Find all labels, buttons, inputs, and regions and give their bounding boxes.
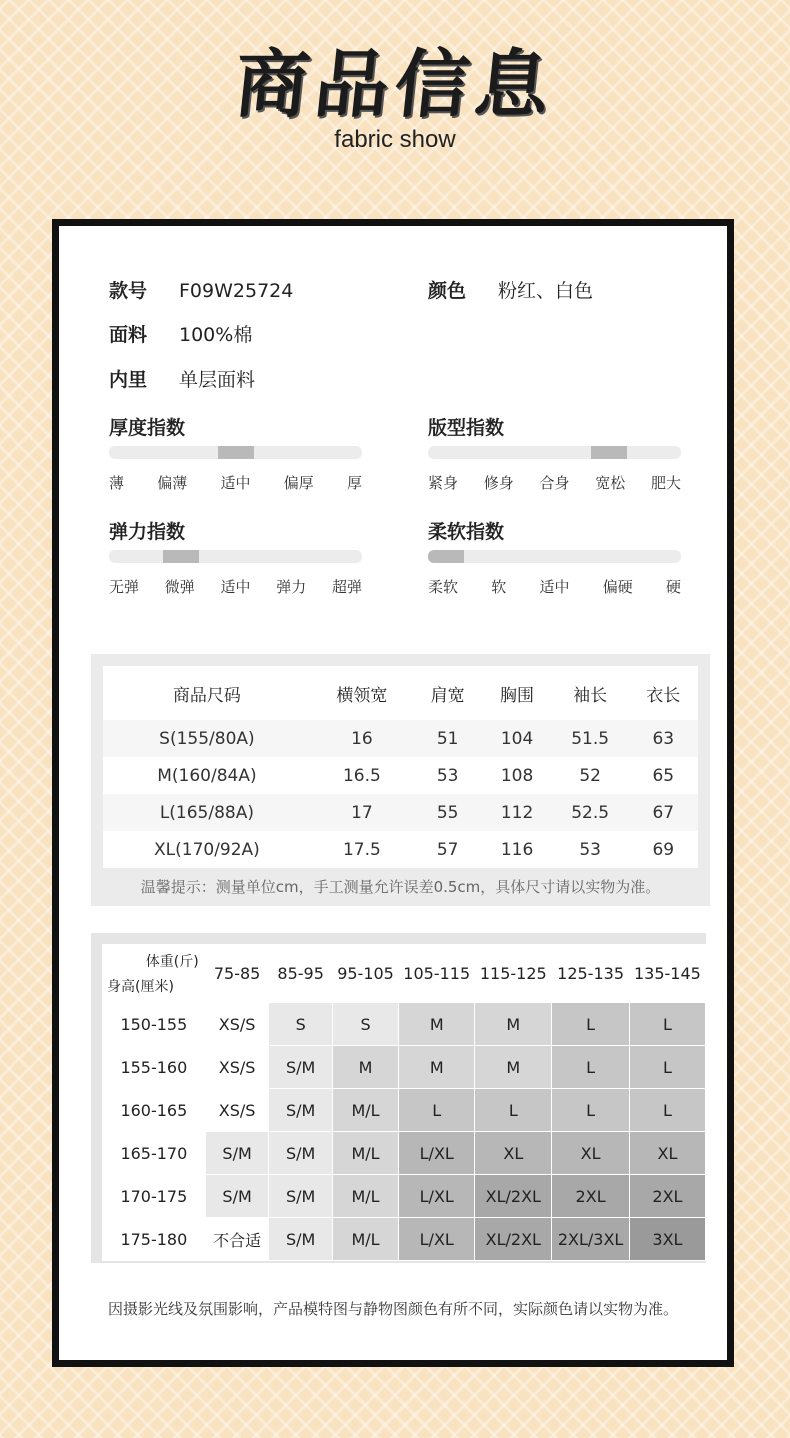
elasticity-label: 适中: [220, 578, 251, 596]
weight-header: 125-135: [552, 945, 630, 1003]
table-cell: 108: [500, 765, 534, 786]
height-cell: 170-175: [103, 1175, 206, 1218]
size-cell: 不合适: [205, 1218, 269, 1261]
size-cell: L: [552, 1089, 630, 1132]
table-row: [103, 1175, 706, 1218]
weight-header: 85-95: [269, 945, 332, 1003]
table-cell: L(165/88A): [103, 794, 311, 831]
fit-table-header: [103, 945, 706, 1003]
thickness-track: [109, 446, 362, 459]
table-cell: 112: [482, 794, 551, 831]
size-cell: M: [332, 1046, 398, 1089]
size-cell: XS/S: [205, 1003, 269, 1046]
table-cell: 51: [413, 720, 482, 757]
table-cell: 63: [629, 720, 698, 757]
header: [0, 40, 790, 154]
fabric-label: 面料: [109, 324, 148, 346]
softness-label: 硬: [665, 578, 681, 596]
size-cell: L: [552, 1003, 630, 1046]
color-value: 粉红、白色: [498, 280, 594, 302]
fabric-value: 100%棉: [179, 324, 253, 346]
table-row: [103, 794, 698, 831]
table-cell: 53: [579, 839, 601, 860]
style-no-value: F09W25724: [179, 280, 294, 302]
size-cell: 2XL/3XL: [552, 1218, 630, 1261]
size-cell: S/M: [205, 1175, 269, 1218]
fit-label: 宽松: [595, 474, 626, 492]
fit-labels: [428, 472, 681, 493]
thickness-label: 适中: [220, 474, 251, 492]
table-cell: 67: [629, 794, 698, 831]
size-cell: S: [332, 1003, 398, 1046]
table-row: [103, 1132, 706, 1175]
table-cell: M(160/84A): [157, 765, 257, 786]
size-header-cell: 衣长: [646, 685, 681, 706]
info-card: [52, 219, 734, 1367]
lining-label: 内里: [109, 369, 148, 391]
fit-recommendation-chart: [91, 933, 706, 1263]
softness-label: 偏硬: [602, 578, 633, 596]
weight-header: 75-85: [205, 945, 269, 1003]
size-cell: XS/S: [205, 1089, 269, 1132]
size-header-cell: 胸围: [500, 685, 535, 706]
softness-labels: [428, 576, 681, 597]
size-header-cell: 肩宽: [430, 685, 465, 706]
size-cell: 3XL: [629, 1218, 705, 1261]
fit-title: 版型指数: [428, 417, 505, 439]
size-header-cell: 横领宽: [336, 685, 388, 706]
table-cell: 51.5: [552, 720, 629, 757]
elasticity-track: [109, 550, 362, 563]
height-cell: 150-155: [103, 1003, 206, 1046]
size-cell: L/XL: [399, 1218, 475, 1261]
height-cell: 160-165: [103, 1089, 206, 1132]
table-row: [103, 831, 698, 868]
size-table-header: [103, 666, 698, 720]
elasticity-fill: [163, 550, 199, 563]
page-title: 商品信息: [230, 42, 560, 128]
table-cell: 65: [652, 765, 675, 786]
weight-axis-label: 体重(斤): [145, 954, 199, 970]
size-cell: L: [629, 1003, 705, 1046]
size-cell: L: [475, 1089, 552, 1132]
thickness-title: 厚度指数: [109, 417, 186, 439]
table-cell: XL(170/92A): [154, 839, 260, 860]
size-header-cell: 商品尺码: [172, 685, 241, 706]
height-cell: 155-160: [103, 1046, 206, 1089]
size-cell: 2XL: [629, 1175, 705, 1218]
height-axis-label: 身高(厘米): [107, 979, 174, 995]
elasticity-label: 微弹: [164, 578, 195, 596]
softness-track: [428, 550, 681, 563]
size-chart: [91, 654, 710, 906]
size-header-cell: 袖长: [573, 685, 608, 706]
weight-header: 95-105: [332, 945, 398, 1003]
fabric-row: [109, 320, 252, 347]
size-cell: L: [552, 1046, 630, 1089]
size-cell: S/M: [269, 1089, 332, 1132]
size-cell: S/M: [269, 1132, 332, 1175]
table-cell: 69: [652, 839, 675, 860]
elasticity-label: 超弹: [331, 578, 362, 596]
table-cell: 52: [579, 765, 601, 786]
size-cell: M: [399, 1046, 475, 1089]
table-cell: 16.5: [342, 765, 381, 786]
size-cell: XL: [552, 1132, 630, 1175]
size-cell: L: [399, 1089, 475, 1132]
table-row: [103, 757, 698, 794]
softness-label: 柔软: [428, 578, 459, 596]
fit-label: 肥大: [650, 474, 681, 492]
softness-fill: [428, 550, 464, 563]
size-cell: M/L: [332, 1132, 398, 1175]
thickness-labels: [109, 472, 362, 493]
table-cell: 17.5: [342, 839, 381, 860]
size-cell: S/M: [205, 1132, 269, 1175]
style-no-label: 款号: [109, 280, 148, 302]
table-cell: 16: [311, 720, 413, 757]
thickness-fill: [218, 446, 254, 459]
softness-label: 适中: [539, 578, 570, 596]
thickness-label: 偏厚: [283, 474, 314, 492]
elasticity-label: 无弹: [109, 578, 140, 596]
table-cell: 116: [500, 839, 534, 860]
style-no-row: [109, 276, 293, 303]
softness-title: 柔软指数: [428, 521, 505, 543]
table-cell: S(155/80A): [103, 720, 311, 757]
table-cell: 55: [413, 794, 482, 831]
table-cell: 104: [482, 720, 551, 757]
thickness-label: 薄: [109, 474, 125, 492]
fit-label: 紧身: [428, 474, 459, 492]
fit-table: [102, 944, 706, 1261]
size-cell: S: [269, 1003, 332, 1046]
size-cell: XL: [475, 1132, 552, 1175]
size-cell: S/M: [269, 1175, 332, 1218]
table-row: [103, 1003, 706, 1046]
size-cell: L/XL: [399, 1175, 475, 1218]
table-cell: 53: [436, 765, 459, 786]
size-cell: XL: [629, 1132, 705, 1175]
height-cell: 165-170: [103, 1132, 206, 1175]
size-cell: M: [475, 1003, 552, 1046]
fit-label: 修身: [483, 474, 514, 492]
size-cell: L: [629, 1046, 705, 1089]
thickness-label: 偏薄: [157, 474, 188, 492]
softness-label: 软: [491, 578, 507, 596]
corner-header: [103, 945, 206, 1003]
size-cell: S/M: [269, 1218, 332, 1261]
elasticity-label: 弹力: [276, 578, 307, 596]
weight-header: 115-125: [475, 945, 552, 1003]
size-cell: M/L: [332, 1175, 398, 1218]
size-cell: M: [475, 1046, 552, 1089]
size-cell: M/L: [332, 1218, 398, 1261]
color-disclaimer: 因摄影光线及氛围影响，产品模特图与静物图颜色有所不同，实际颜色请以实物为准。: [107, 1300, 678, 1318]
color-row: [428, 276, 593, 303]
size-cell: 2XL: [552, 1175, 630, 1218]
size-cell: XL/2XL: [475, 1218, 552, 1261]
thickness-label: 厚: [346, 474, 362, 492]
fit-fill: [591, 446, 627, 459]
size-cell: M/L: [332, 1089, 398, 1132]
weight-header: 135-145: [629, 945, 705, 1003]
table-cell: 52.5: [552, 794, 629, 831]
measurement-tip: 温馨提示：测量单位cm，手工测量允许误差0.5cm，具体尺寸请以实物为准。: [140, 878, 661, 896]
weight-header: 105-115: [399, 945, 475, 1003]
table-row: [103, 720, 698, 757]
table-row: [103, 1089, 706, 1132]
lining-row: [109, 365, 255, 392]
elasticity-title: 弹力指数: [109, 521, 186, 543]
size-cell: M: [399, 1003, 475, 1046]
table-cell: 17: [311, 794, 413, 831]
table-row: [103, 1046, 706, 1089]
page-subtitle: fabric show: [334, 126, 456, 153]
size-cell: S/M: [269, 1046, 332, 1089]
color-label: 颜色: [428, 280, 467, 302]
height-cell: 175-180: [103, 1218, 206, 1261]
size-cell: XS/S: [205, 1046, 269, 1089]
lining-value: 单层面料: [179, 369, 256, 391]
size-cell: L/XL: [399, 1132, 475, 1175]
fit-track: [428, 446, 681, 459]
size-cell: L: [629, 1089, 705, 1132]
fit-label: 合身: [539, 474, 570, 492]
size-cell: XL/2XL: [475, 1175, 552, 1218]
size-table: [103, 666, 698, 868]
elasticity-labels: [109, 576, 362, 597]
table-row: [103, 1218, 706, 1261]
table-cell: 57: [436, 839, 459, 860]
